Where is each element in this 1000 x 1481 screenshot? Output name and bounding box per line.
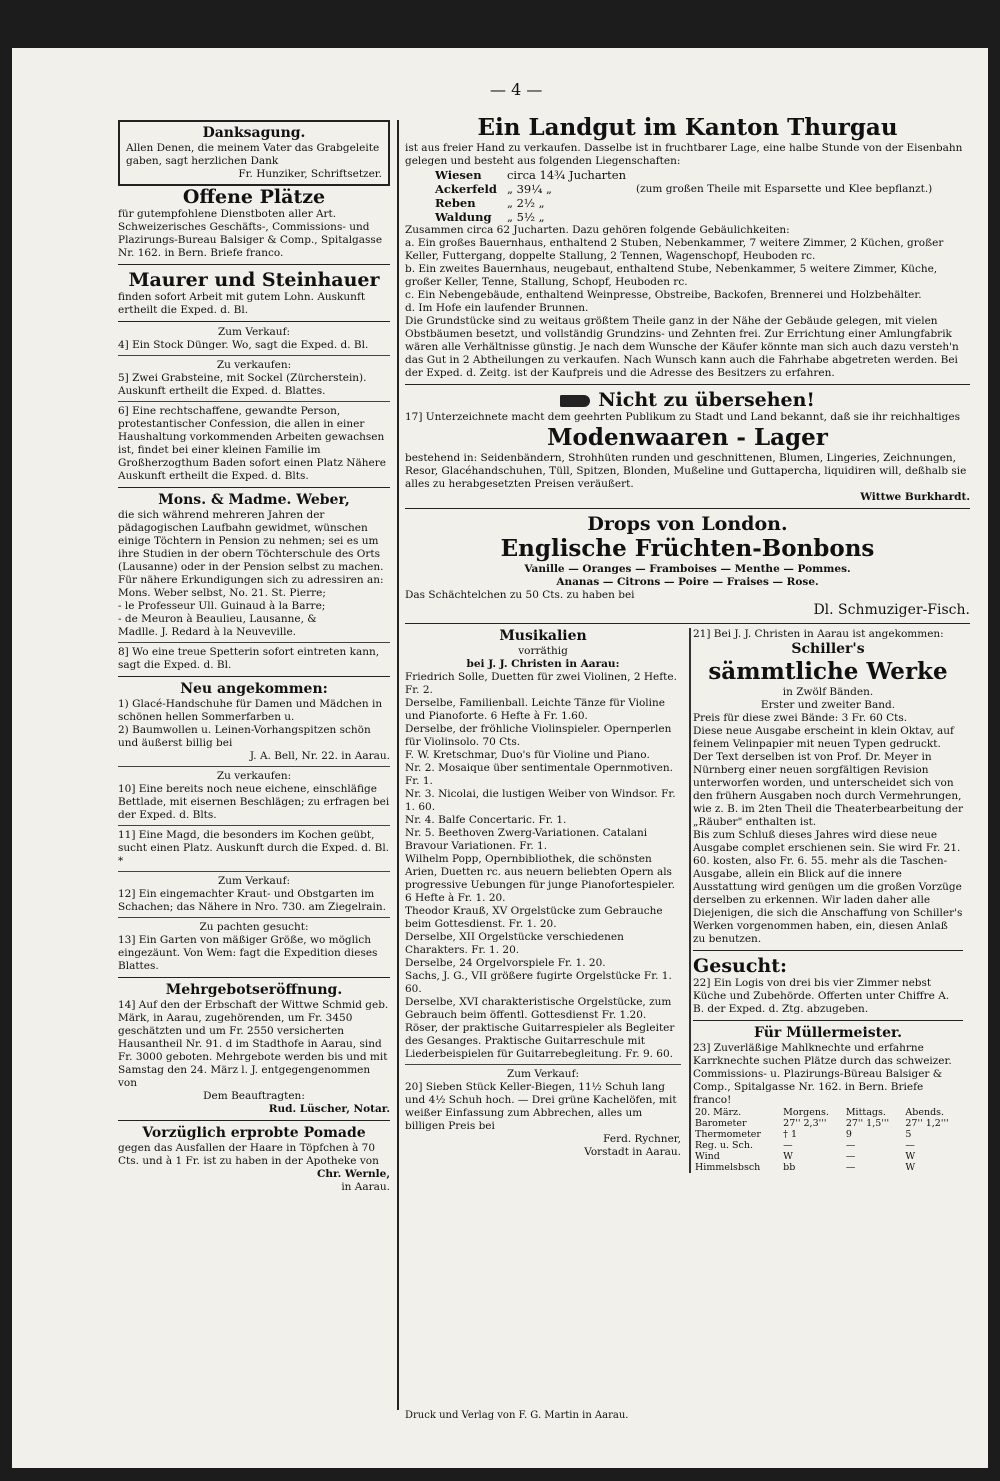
offene-body: für gutempfohlene Dienstboten aller Art. Schweizerisches Geschäfts-, Commissions- und Plazirungs-Bureau Balsiger & Comp., Spitalgasse Nr. 162. in Bern. Briefe franco. (118, 208, 383, 259)
table-row (693, 1140, 963, 1151)
verkaufen1-body: 5] Zwei Grabsteine, mit Sockel (Zürcherstein). Auskunft ertheilt die Exped. d. Blattes. (118, 372, 367, 397)
wx-head: 20. März. (695, 1107, 742, 1118)
land-note (636, 196, 942, 210)
schiller-intro: 21] Bei J. J. Christen in Aarau ist angekommen: (693, 628, 944, 640)
wx-head: Mittags. (845, 1107, 886, 1118)
magd-ad: 11] Eine Magd, die besonders im Kochen geübt, sucht einen Platz. Auskunft durch die Exped. d. Bl. * (118, 829, 390, 867)
land-amount: „ 2½ „ (506, 196, 545, 210)
land-name: Waldung (435, 210, 492, 224)
verkauf1-body: 4] Ein Stock Dünger. Wo, sagt die Exped. d. Bl. (118, 339, 369, 351)
table-row (693, 1151, 963, 1162)
weber-ref: Mons. Weber selbst, No. 21. St. Pierre; (118, 587, 326, 599)
wx-head: Abends. (905, 1107, 945, 1118)
wx-cell: W (783, 1151, 793, 1162)
rule (405, 1064, 681, 1065)
rule (118, 871, 390, 872)
land-name: Ackerfeld (435, 182, 497, 196)
musik-item: Derselbe, der fröhliche Violinspieler. Opernperlen für Violinsolo. 70 Cts. (405, 723, 672, 748)
musik-item: Friedrich Solle, Duetten für zwei Violinen, 2 Hefte. Fr. 2. (405, 671, 677, 696)
neu-item: 1) Glacé-Handschuhe für Damen und Mädchen in schönen hellen Sommerfarben u. (118, 698, 383, 723)
wx-cell: Barometer (695, 1118, 747, 1129)
musik-item: Wilhelm Popp, Opernbibliothek, die schönsten Arien, Duetten rc. aus neuern beliebten Opern als progressive Uebungen für junge Pianofortespieler. 6 Hefte à Fr. 1. 20. (405, 853, 675, 904)
schiller-column (693, 628, 963, 1173)
wx-cell: W (905, 1162, 916, 1173)
moden-sign: Wittwe Burkhardt. (860, 491, 970, 503)
rule (118, 355, 390, 356)
pomade-sign2: in Aarau. (341, 1181, 390, 1193)
musik-sub: vorräthig (518, 645, 568, 657)
page-number: — 4 — (490, 80, 543, 99)
land-note: (zum großen Theile mit Esparsette und Klee bepflanzt.) (636, 183, 933, 195)
landgut-building: b. Ein zweites Bauernhaus, neugebaut, enthaltend Stube, Nebenkammer, 5 weitere Zimmer, Küche, großer Keller, Tenne, Stallung, Schopf, Heuboden rc. (405, 263, 938, 288)
musik-item: Derselbe, XII Orgelstücke verschiedenen Charakters. Fr. 1. 20. (405, 931, 624, 956)
drops-price: Das Schächtelchen zu 50 Cts. zu haben bei (405, 589, 635, 601)
landgut-outro: Die Grundstücke sind zu weitaus größtem Theile ganz in der Nähe der Gebäude gelegen, mit vielen Obstbäumen besetzt, und vollständig Grundzins- und Zehnten frei. Zur Errichtung einer Amlungfabrik wären alle Verhältnisse günstig. Je nach dem Wunsche der Käufer könnte man sich auch dazu versteh'n das Gut in 2 Abtheilungen zu verkaufen. Nach Wunsch kann auch die Fahrhabe abgetreten werden. Bei der Exped. d. Zeitg. ist der Kaufpreis und die Adresse des Besitzers zu erfahren. (405, 315, 959, 379)
rule (118, 321, 390, 322)
gesucht-title: Gesucht: (693, 955, 787, 977)
mehrgebot-body: 14] Auf den der Erbschaft der Wittwe Schmid geb. Märk, in Aarau, zugehörenden, um Fr. 3450 geschätzten und um Fr. 2550 versicherten Hausantheil Nr. 91. d im Stadthofe in Aarau, sind Fr. 3000 geboten. Mehrgebote werden bis und mit Samstag den 24. März l. J. entgegengenommen von (118, 999, 389, 1089)
weber-ref: - de Meuron à Beaulieu, Lausanne, & (118, 613, 317, 625)
imprint-footer: Druck und Verlag von F. G. Martin in Aarau. (405, 1410, 629, 1421)
wx-cell: — (783, 1140, 793, 1151)
table-row (435, 168, 942, 182)
rule (118, 676, 390, 677)
offene-title: Offene Plätze (182, 186, 326, 208)
rule (118, 825, 390, 826)
weber-title: Mons. & Madme. Weber, (158, 492, 350, 508)
landgut-building: d. Im Hofe ein laufender Brunnen. (405, 302, 589, 314)
wx-cell: 5 (905, 1129, 912, 1140)
moden-body: bestehend in: Seidenbändern, Strohhüten runden und geschnittenen, Blumen, Lingeries, Zeichnungen, Resor, Glacéhandschuhen, Tüll, Spitzen, Blonden, Mußeline und Guttapercha, liquidiren will, deßhalb sie alles zu herabgesetzten Preisen veräußert. (405, 452, 967, 490)
wx-cell: Reg. u. Sch. (695, 1140, 754, 1151)
landgut-building: c. Ein Nebengebäude, enthaltend Weinpresse, Obstreibe, Backofen, Brennerei und Holzbehälter. (405, 289, 922, 301)
mehrgebot-title: Mehrgebotseröffnung. (165, 982, 343, 998)
verkauf3-sign2: Vorstadt in Aarau. (584, 1146, 681, 1158)
sub-column-divider (689, 628, 691, 1173)
schiller-title1: Schiller's (791, 641, 865, 657)
wx-cell: — (845, 1151, 856, 1162)
musik-item: Sachs, J. G., VII größere fugirte Orgelstücke Fr. 1. 60. (405, 970, 672, 995)
rule (118, 487, 390, 488)
nicht-title: Nicht zu übersehen! (598, 389, 815, 411)
table-row (435, 210, 942, 224)
land-note (636, 210, 942, 224)
schiller-sub2: Erster und zweiter Band. (760, 699, 896, 711)
rule (118, 401, 390, 402)
right-column (405, 114, 970, 1173)
verkauf3-sign: Ferd. Rychner, (603, 1133, 681, 1145)
musik-item: Derselbe, Familienball. Leichte Tänze für Violine und Pianoforte. 6 Hefte à Fr. 1.60. (405, 697, 665, 722)
neu-sign: J. A. Bell, Nr. 22. in Aarau. (249, 750, 390, 762)
drops-line2: Ananas — Citrons — Poire — Fraises — Rose. (556, 576, 819, 588)
verkaufen2-body: 10] Eine bereits noch neue eichene, einschläfige Bettlade, mit eisernen Beschlägen; zu erfragen bei der Exped. d. Blts. (118, 783, 390, 821)
drops-subtitle: Englische Früchten-Bonbons (500, 535, 875, 562)
musik-item: Nr. 2. Mosaique über sentimentale Opernmotiven. Fr. 1. (405, 762, 673, 787)
musik-item: Derselbe, 24 Orgelvorspiele Fr. 1. 20. (405, 957, 606, 969)
musik-item: F. W. Kretschmar, Duo's für Violine und Piano. (405, 749, 650, 761)
mehrgebot-sign1: Dem Beauftragten: (203, 1090, 305, 1102)
nicht-title-row (405, 389, 970, 411)
pointing-hand-icon (560, 395, 590, 407)
moden-title: Modenwaaren - Lager (547, 424, 828, 451)
left-column (118, 120, 390, 1194)
landgut-total: Zusammen circa 62 Jucharten. Dazu gehören folgende Gebäulichkeiten: (405, 224, 790, 236)
landgut-table (435, 168, 942, 224)
column-divider (397, 120, 399, 1410)
wx-cell: Himmelsbsch (695, 1162, 761, 1173)
neu-title: Neu angekommen: (180, 681, 328, 697)
rule (405, 508, 970, 509)
table-row (693, 1129, 963, 1140)
rule (405, 623, 970, 624)
drops-sign: Dl. Schmuziger-Fisch. (813, 602, 970, 618)
wx-cell: — (845, 1140, 856, 1151)
verkauf2-head: Zum Verkauf: (217, 875, 290, 887)
wx-cell: 27'' 1,5''' (845, 1118, 890, 1129)
spetterin-ad: 8] Wo eine treue Spetterin sofort eintreten kann, sagt die Exped. d. Bl. (118, 646, 380, 671)
neu-item: 2) Baumwollen u. Leinen-Vorhangspitzen schön und äußerst billig bei (118, 724, 371, 749)
land-note (636, 168, 942, 182)
rule (693, 1020, 963, 1021)
wx-cell: — (905, 1140, 915, 1151)
verkauf2-body: 12] Ein eingemachter Kraut- und Obstgarten im Schachen; das Nähere in Nro. 730. am Ziegelrain. (118, 888, 386, 913)
schiller-title2: sämmtliche Werke (708, 658, 948, 685)
weber-body: die sich während mehreren Jahren der pädagogischen Laufbahn gewidmet, wünschen einige Töchtern in Pension zu nehmen; sei es um ihre Studien in der obern Töchterschule des Orts (Lausanne) oder in der Pension selbst zu machen. (118, 509, 384, 573)
pachten-body: 13] Ein Garten von mäßiger Größe, wo möglich eingezäunt. Von Wem: fagt die Expedition dieses Blattes. (118, 934, 378, 972)
wx-cell: Wind (695, 1151, 720, 1162)
maurer-body: finden sofort Arbeit mit gutem Lohn. Auskunft ertheilt die Exped. d. Bl. (118, 291, 366, 316)
weber-ref: - le Professeur Ull. Guinaud à la Barre; (118, 600, 326, 612)
wx-cell: Thermometer (695, 1129, 761, 1140)
wx-cell: 27'' 2,3''' (783, 1118, 827, 1129)
schiller-body: Diese neue Ausgabe erscheint in klein Oktav, auf feinem Velinpapier mit neuen Typen gedruckt. Der Text derselben ist von Prof. Dr. Meyer in Nürnberg einer neuen sorgfältigen Revision unterworfen worden, und unterscheidet sich von den frühern Ausgaben noch durch Vermehrungen, wie z. B. im 2ten Theil die Theaterbearbeitung der „Räuber" enthalten ist. (693, 725, 963, 828)
landgut-title: Ein Landgut im Kanton Thurgau (477, 114, 898, 141)
mueller-title: Für Müllermeister. (754, 1025, 902, 1041)
verkaufen2-head: Zu verkaufen: (216, 770, 292, 782)
schiller-body2: Bis zum Schluß dieses Jahres wird diese neue Ausgabe complet erschienen sein. Sie wird Fr. 21. 60. kosten, also Fr. 6. 55. mehr als die Taschen-Ausgabe, allein ein Blick auf die innere Ausstattung wird genügen um die großen Vorzüge derselben zu erkennen. Wir laden daher alle Diejenigen, die sich die Anschaffung von Schiller's Werken vorgenommen haben, ein, diesen Anlaß zu benutzen. (693, 829, 963, 945)
wx-head: Morgens. (783, 1107, 829, 1118)
land-amount: circa 14¾ Jucharten (506, 168, 627, 182)
table-row (435, 196, 942, 210)
musik-item: Nr. 4. Balfe Concertaric. Fr. 1. (405, 814, 567, 826)
rule (118, 766, 390, 767)
table-row (693, 1162, 963, 1173)
verkaufen1-head: Zu verkaufen: (216, 359, 292, 371)
pomade-sign: Chr. Wernle, (317, 1168, 390, 1180)
land-name: Wiesen (435, 168, 482, 182)
two-column-section (405, 628, 970, 1173)
danksagung-body: Allen Denen, die meinem Vater das Grabgeleite gaben, sagt herzlichen Dank (126, 142, 380, 167)
musik-column (405, 628, 681, 1173)
verkauf1-head: Zum Verkauf: (217, 326, 290, 338)
landgut-building: a. Ein großes Bauernhaus, enthaltend 2 Stuben, Nebenkammer, 7 weitere Zimmer, 2 Küchen, großer Keller, Futtergang, doppelte Stallung, 2 Tennen, Wagenschopf, Heuboden rc. (405, 237, 944, 262)
weber-ref: Madlle. J. Redard à la Neuveville. (118, 626, 297, 638)
weber-body2: Für nähere Erkundigungen sich zu adressiren an: (118, 574, 384, 586)
wx-cell: 27'' 1,2''' (905, 1118, 949, 1129)
wx-cell: 9 (845, 1129, 852, 1140)
person-ad: 6] Eine rechtschaffene, gewandte Person, protestantischer Confession, die allen in einer Haushaltung vorkommenden Arbeiten gewachsen ist, findet bei einer kleinen Familie im Großherzogthum Baden sofort einen Platz Nähere Auskunft ertheilt die Exped. d. Blts. (118, 405, 386, 482)
rule (405, 384, 970, 385)
table-row (693, 1107, 963, 1118)
schiller-sub1: in Zwölf Bänden. (782, 686, 874, 698)
weather-table (693, 1107, 963, 1173)
pomade-body: gegen das Ausfallen der Haare in Töpfchen à 70 Cts. und à 1 Fr. ist zu haben in der Apotheke von (118, 1142, 379, 1167)
danksagung-title: Danksagung. (202, 125, 306, 141)
rule (693, 950, 963, 951)
mehrgebot-sign2: Rud. Lüscher, Notar. (268, 1103, 390, 1115)
table-row (435, 182, 942, 196)
danksagung-sign: Fr. Hunziker, Schriftsetzer. (238, 168, 382, 180)
nicht-body: 17] Unterzeichnete macht dem geehrten Publikum zu Stadt und Land bekannt, daß sie ihr reichhaltiges (405, 411, 960, 423)
musik-item: Derselbe, XVI charakteristische Orgelstücke, zum Gebrauch beim öffentl. Gottesdienst Fr. 1.20. (405, 996, 672, 1021)
danksagung-box (118, 120, 390, 186)
verkauf3-head: Zum Verkauf: (506, 1068, 579, 1080)
land-amount: „ 39¼ „ (506, 182, 552, 196)
wx-cell: W (905, 1151, 916, 1162)
drops-title: Drops von London. (587, 513, 788, 535)
maurer-title: Maurer und Steinhauer (128, 269, 380, 291)
musik-at: bei J. J. Christen in Aarau: (466, 658, 620, 670)
gesucht-body: 22] Ein Logis von drei bis vier Zimmer nebst Küche und Zubehörde. Offerten unter Chiffre A. B. der Exped. d. Ztg. abzugeben. (693, 977, 950, 1015)
land-name: Reben (435, 196, 476, 210)
rule (118, 264, 390, 265)
rule (118, 977, 390, 978)
drops-line1: Vanille — Oranges — Framboises — Menthe — Pommes. (524, 563, 851, 575)
verkauf3-body: 20] Sieben Stück Keller-Biegen, 11½ Schuh lang und 4½ Schuh hoch. — Drei grüne Kachelöfen, mit weißer Einfassung zum Abbrechen, alles um billigen Preis bei (405, 1081, 677, 1132)
wx-cell: bb (783, 1162, 796, 1173)
musik-item: Nr. 5. Beethoven Zwerg-Variationen. Catalani Bravour Variationen. Fr. 1. (405, 827, 648, 852)
rule (118, 642, 390, 643)
rule (118, 1120, 390, 1121)
schiller-price: Preis für diese zwei Bände: 3 Fr. 60 Cts. (693, 712, 908, 724)
musik-item: Theodor Krauß, XV Orgelstücke zum Gebrauche beim Gottesdienst. Fr. 1. 20. (405, 905, 663, 930)
musik-item: Röser, der praktische Guitarrespieler als Begleiter des Gesanges. Praktische Guitarreschule mit Liederbeispielen für Guitarrebegleitung. Fr. 9. 60. (405, 1022, 675, 1060)
landgut-intro: ist aus freier Hand zu verkaufen. Dasselbe ist in fruchtbarer Lage, eine halbe Stunde von der Eisenbahn gelegen und besteht aus folgenden Liegenschaften: (405, 142, 963, 167)
wx-cell: † 1 (783, 1129, 797, 1140)
wx-cell: — (845, 1162, 856, 1173)
rule (118, 917, 390, 918)
musik-item: Nr. 3. Nicolai, die lustigen Weiber von Windsor. Fr. 1. 60. (405, 788, 676, 813)
musik-title: Musikalien (499, 628, 587, 644)
table-row (693, 1118, 963, 1129)
pachten-head: Zu pachten gesucht: (199, 921, 309, 933)
mueller-body: 23] Zuverläßige Mahlknechte und erfahrne Karrknechte suchen Plätze durch das schweizer. Commissions- u. Plazirungs-Büreau Balsiger & Comp., Spitalgasse Nr. 162. in Bern. Briefe franco! (693, 1042, 952, 1106)
pomade-title: Vorzüglich erprobte Pomade (142, 1125, 366, 1141)
land-amount: „ 5½ „ (506, 210, 545, 224)
